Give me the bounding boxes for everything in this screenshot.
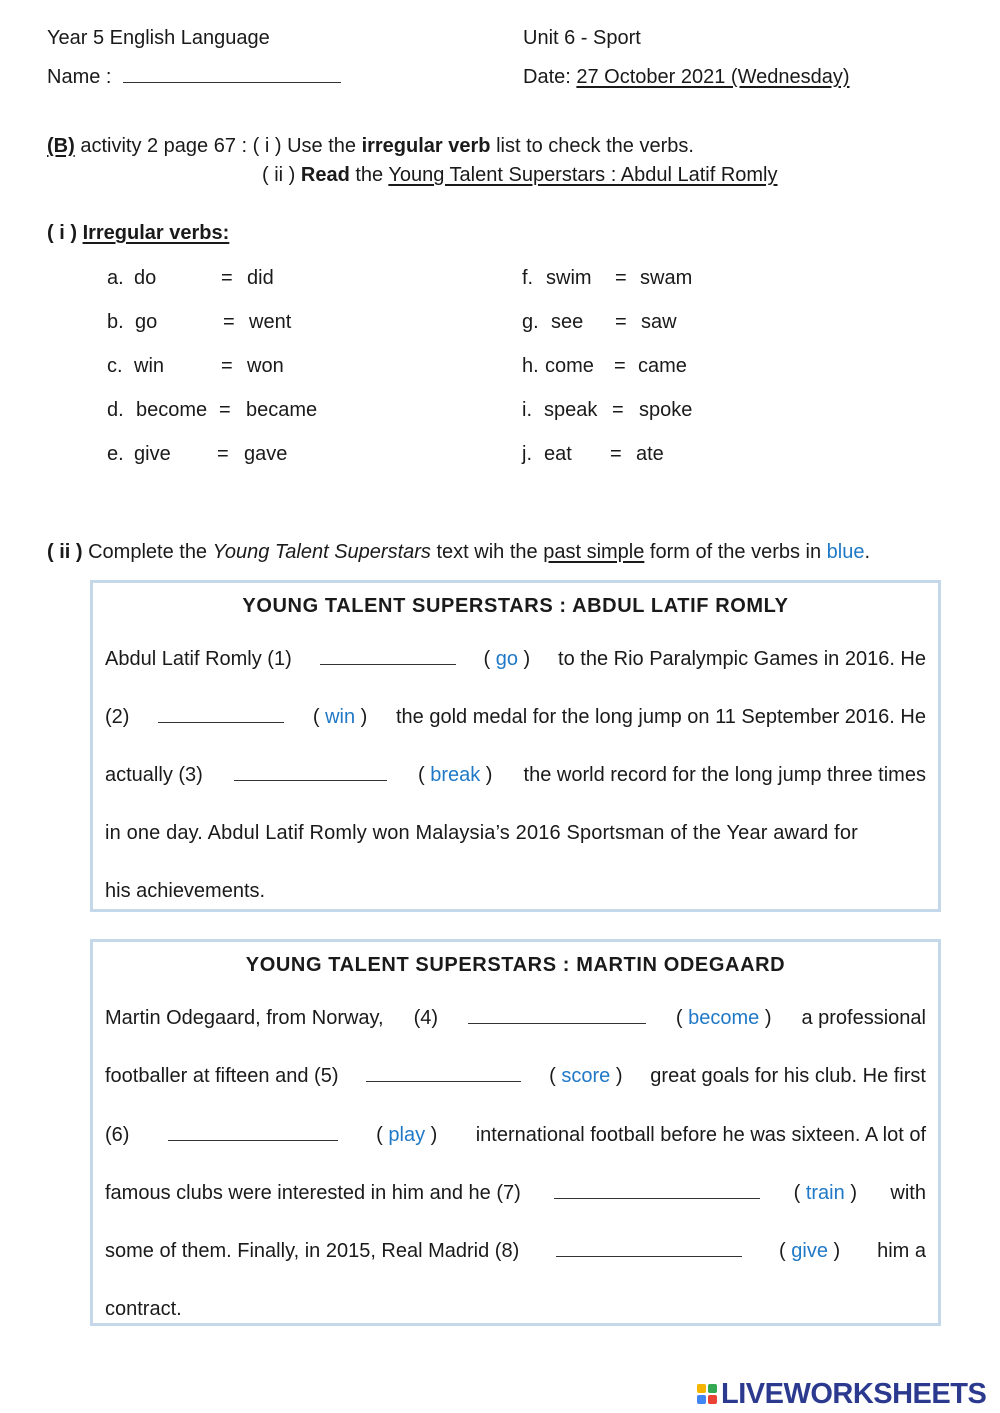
verb-past: spoke xyxy=(639,399,693,421)
verb-equals: = xyxy=(615,267,627,289)
paren: ( xyxy=(779,1240,786,1262)
verb-hint: win xyxy=(325,706,356,728)
verb-hint: score xyxy=(561,1065,611,1087)
text: famous clubs were interested in him and he (7) xyxy=(105,1182,521,1204)
paren: ) xyxy=(523,648,531,670)
instruction-text-title: Young Talent Superstars : Abdul Latif Romly xyxy=(388,164,778,186)
passage-line xyxy=(105,1236,926,1266)
passage-line: in one day. Abdul Latif Romly won Malaysia’s 2016 Sportsman of the Year award for xyxy=(105,822,858,844)
text: (4) xyxy=(413,1007,439,1029)
passage-title: YOUNG TALENT SUPERSTARS : ABDUL LATIF ROMLY xyxy=(242,595,789,617)
logo-square-icon xyxy=(708,1395,717,1404)
part2-instruction xyxy=(47,541,870,564)
logo-text: LIVEWORKSHEETS xyxy=(721,1377,987,1410)
verb-row xyxy=(107,440,407,468)
logo-square-icon xyxy=(708,1384,717,1393)
passage-box-romly xyxy=(90,580,941,912)
verb-hint: break xyxy=(430,764,481,786)
verb-letter: h. xyxy=(522,355,539,377)
verb-row xyxy=(522,352,822,380)
verb-row xyxy=(107,352,407,380)
verb-letter: g. xyxy=(522,311,539,333)
section-b-label: (B) xyxy=(47,135,75,157)
text: (2) xyxy=(105,706,130,728)
verb-base: swim xyxy=(546,267,592,289)
part2-italic: Young Talent Superstars xyxy=(212,541,431,563)
instruction-line-1 xyxy=(47,135,694,158)
verb-base: come xyxy=(545,355,594,377)
paren: ) xyxy=(850,1182,857,1204)
verb-equals: = xyxy=(614,355,626,377)
verb-past: gave xyxy=(244,443,288,465)
instruction-text: the xyxy=(349,164,389,186)
paren: ( xyxy=(376,1124,383,1146)
text: to the Rio Paralympic Games in 2016. He xyxy=(558,648,926,670)
blank-8[interactable] xyxy=(556,1240,742,1257)
verb-row xyxy=(522,396,822,424)
text: with xyxy=(890,1182,926,1204)
passage-line xyxy=(105,1120,926,1150)
verb-base: become xyxy=(136,399,208,421)
verb-letter: a. xyxy=(107,267,124,289)
verb-equals: = xyxy=(221,267,233,289)
heading-number: ( i ) xyxy=(47,222,77,244)
verb-past: swam xyxy=(640,267,693,289)
verb-hint: become xyxy=(688,1007,760,1029)
verb-hint: go xyxy=(495,648,518,670)
text: (6) xyxy=(105,1124,130,1146)
passage-line: his achievements. xyxy=(105,880,266,902)
passage-line xyxy=(105,644,926,674)
blank-7[interactable] xyxy=(554,1182,760,1199)
verb-letter: j. xyxy=(522,443,532,465)
verb-past: saw xyxy=(641,311,677,333)
part2-text: text wih the xyxy=(430,541,544,563)
verb-hint: play xyxy=(388,1124,426,1146)
text: a professional xyxy=(801,1007,926,1029)
unit-title: Unit 6 - Sport xyxy=(523,27,641,49)
liveworksheets-logo xyxy=(697,1378,986,1410)
passage-line xyxy=(105,1003,926,1033)
date-label: Date: xyxy=(523,66,571,88)
logo-square-icon xyxy=(697,1384,706,1393)
verb-base: speak xyxy=(544,399,598,421)
verb-equals: = xyxy=(217,443,229,465)
verb-past: went xyxy=(249,311,292,333)
text: international football before he was sixteen. A lot of xyxy=(475,1124,926,1146)
passage-line xyxy=(105,760,926,790)
text: him a xyxy=(877,1240,926,1262)
paren: ) xyxy=(833,1240,841,1262)
verb-hint: give xyxy=(791,1240,828,1262)
verb-row xyxy=(107,308,407,336)
verb-base: do xyxy=(134,267,157,289)
instruction-text: activity 2 page 67 : ( i ) Use the xyxy=(74,135,362,157)
verb-past: did xyxy=(247,267,274,289)
part2-text: Complete the xyxy=(82,541,213,563)
paren: ) xyxy=(430,1124,438,1146)
paren: ( xyxy=(675,1007,683,1029)
verb-equals: = xyxy=(223,311,235,333)
blank-4[interactable] xyxy=(468,1007,646,1024)
instruction-bold: irregular verb xyxy=(361,135,491,157)
instruction-bold: Read xyxy=(300,164,350,186)
paren: ) xyxy=(360,706,368,728)
date-field xyxy=(523,66,850,89)
verb-row xyxy=(107,264,407,292)
verb-letter: i. xyxy=(522,399,532,421)
text: footballer at fifteen and (5) xyxy=(105,1065,339,1087)
instruction-text: list to check the verbs. xyxy=(490,135,694,157)
verb-equals: = xyxy=(612,399,624,421)
part2-number: ( ii ) xyxy=(47,541,83,563)
passage-title: YOUNG TALENT SUPERSTARS : MARTIN ODEGAARD xyxy=(245,954,786,976)
paren: ( xyxy=(793,1182,801,1204)
part2-text: . xyxy=(864,541,871,563)
verb-letter: b. xyxy=(107,311,124,333)
name-field xyxy=(47,66,341,89)
course-title: Year 5 English Language xyxy=(47,27,270,49)
verb-base: go xyxy=(135,311,158,333)
passage-line: contract. xyxy=(105,1298,182,1320)
text: the gold medal for the long jump on 11 September 2016. He xyxy=(396,706,926,728)
blank-2[interactable] xyxy=(158,706,284,723)
verb-past: came xyxy=(638,355,687,377)
passage-line xyxy=(105,702,926,732)
part2-underline: past simple xyxy=(543,541,645,563)
passage-box-odegaard xyxy=(90,939,941,1326)
paren: ( xyxy=(549,1065,556,1087)
paren: ) xyxy=(485,764,493,786)
verb-base: give xyxy=(134,443,171,465)
verb-letter: e. xyxy=(107,443,124,465)
text: Abdul Latif Romly (1) xyxy=(105,648,292,670)
verb-equals: = xyxy=(615,311,627,333)
paren: ( xyxy=(483,648,491,670)
verb-base: see xyxy=(551,311,584,333)
verb-past: won xyxy=(247,355,284,377)
heading-text: Irregular verbs: xyxy=(82,222,230,244)
blank-6[interactable] xyxy=(168,1124,338,1141)
verb-letter: d. xyxy=(107,399,124,421)
blank-3[interactable] xyxy=(234,764,387,781)
passage-line xyxy=(105,1061,926,1091)
instruction-text: ( ii ) xyxy=(262,164,301,186)
blank-1[interactable] xyxy=(320,648,456,665)
logo-mark-icon xyxy=(697,1384,717,1404)
name-blank xyxy=(123,66,341,83)
verb-row xyxy=(522,440,822,468)
text: great goals for his club. He first xyxy=(650,1065,926,1087)
text: some of them. Finally, in 2015, Real Madrid (8) xyxy=(105,1240,520,1262)
verb-hint: train xyxy=(805,1182,845,1204)
verb-equals: = xyxy=(219,399,231,421)
verb-past: ate xyxy=(636,443,664,465)
verb-letter: f. xyxy=(522,267,534,289)
blank-5[interactable] xyxy=(366,1065,521,1082)
verb-row xyxy=(522,264,822,292)
part2-blue-word: blue xyxy=(826,541,865,563)
text: the world record for the long jump three times xyxy=(523,764,926,786)
verb-row xyxy=(522,308,822,336)
part2-text: form of the verbs in xyxy=(644,541,827,563)
verb-past: became xyxy=(246,399,318,421)
verb-equals: = xyxy=(610,443,622,465)
verb-base: eat xyxy=(544,443,572,465)
paren: ( xyxy=(417,764,425,786)
irregular-heading xyxy=(47,222,229,245)
verb-letter: c. xyxy=(107,355,123,377)
paren: ( xyxy=(312,706,320,728)
name-label: Name : xyxy=(47,66,112,88)
paren: ) xyxy=(615,1065,623,1087)
verb-equals: = xyxy=(221,355,233,377)
instruction-line-2 xyxy=(262,164,778,187)
text: Martin Odegaard, from Norway, xyxy=(105,1007,384,1029)
date-value: 27 October 2021 (Wednesday) xyxy=(576,66,850,88)
paren: ) xyxy=(764,1007,772,1029)
passage-line xyxy=(105,1178,926,1208)
verb-row xyxy=(107,396,407,424)
logo-square-icon xyxy=(697,1395,706,1404)
verb-base: win xyxy=(134,355,165,377)
text: actually (3) xyxy=(105,764,203,786)
